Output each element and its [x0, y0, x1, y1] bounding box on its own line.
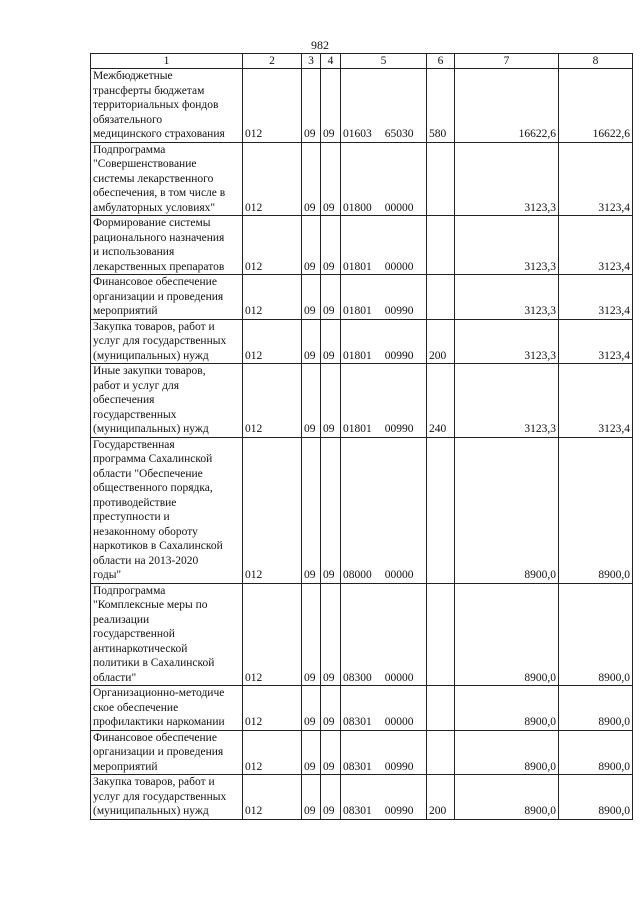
- target-article-direction: 00000: [384, 201, 414, 214]
- header-row: [91, 54, 633, 69]
- table-row: [91, 364, 633, 438]
- table-row: [91, 583, 633, 686]
- row-name-cell: [91, 437, 243, 583]
- section-cell: 09: [302, 319, 321, 364]
- amount-col8-cell: 8900,0: [559, 775, 633, 820]
- amount-col8-cell: 8900,0: [559, 437, 633, 583]
- admin-code-cell: 012: [243, 775, 302, 820]
- subsection-cell: 09: [321, 730, 341, 775]
- target-article-cell: [341, 275, 427, 320]
- expense-type-cell: [427, 142, 455, 216]
- target-article-cell: [341, 319, 427, 364]
- target-article-program: 01801: [343, 305, 372, 317]
- amount-col8-cell: 8900,0: [559, 730, 633, 775]
- amount-col8-cell: 3123,4: [559, 319, 633, 364]
- amount-col8-cell: 3123,4: [559, 216, 633, 275]
- target-article-direction: 00990: [384, 423, 414, 435]
- section-cell: 09: [302, 216, 321, 275]
- amount-col7-cell: 3123,3: [455, 275, 559, 320]
- amount-col7-cell: 8900,0: [455, 730, 559, 775]
- admin-code-cell: 012: [243, 583, 302, 686]
- row-name-text: Закупка товаров, работ и услуг для государственных (муниципальных) нужд: [93, 320, 227, 362]
- target-article-cell: [341, 686, 427, 731]
- subsection-cell: 09: [321, 275, 341, 320]
- budget-table: [90, 53, 633, 820]
- target-article-program: 01801: [343, 349, 372, 362]
- row-name-cell: [91, 319, 243, 364]
- row-name-cell: [91, 686, 243, 731]
- table-row: [91, 142, 633, 216]
- target-article-program: 01801: [343, 423, 372, 435]
- target-article-direction: 00000: [384, 569, 414, 581]
- row-name-cell: [91, 216, 243, 275]
- row-name-cell: [91, 730, 243, 775]
- subsection-cell: 09: [321, 142, 341, 216]
- target-article-program: 08301: [343, 805, 372, 817]
- column-header: 4: [321, 54, 341, 69]
- target-article-cell: [341, 775, 427, 820]
- amount-col7-cell: 3123,3: [455, 364, 559, 438]
- row-name-cell: [91, 142, 243, 216]
- target-article-program: 01800: [343, 201, 372, 214]
- section-cell: 09: [302, 583, 321, 686]
- amount-col7-cell: 3123,3: [455, 142, 559, 216]
- column-header: 6: [427, 54, 455, 69]
- amount-col8-cell: 3123,4: [559, 275, 633, 320]
- amount-col7-cell: 3123,3: [455, 216, 559, 275]
- row-name-text: Межбюджетные трансферты бюджетам территориальных фондов обязательного медицинского страхования: [93, 70, 225, 140]
- target-article-program: 08000: [343, 569, 372, 581]
- subsection-cell: 09: [321, 364, 341, 438]
- target-article-program: 08301: [343, 716, 372, 728]
- target-article-direction: 00000: [384, 716, 414, 728]
- column-header: 1: [91, 54, 243, 69]
- expense-type-cell: [427, 275, 455, 320]
- amount-col8-cell: 3123,4: [559, 364, 633, 438]
- amount-col7-cell: 8900,0: [455, 775, 559, 820]
- row-name-text: Иные закупки товаров, работ и услуг для обеспечения государственных (муниципальных) нужд: [93, 365, 209, 435]
- admin-code-cell: 012: [243, 730, 302, 775]
- amount-col8-cell: 16622,6: [559, 69, 633, 143]
- target-article-cell: [341, 216, 427, 275]
- amount-col7-cell: 8900,0: [455, 583, 559, 686]
- amount-col7-cell: 16622,6: [455, 69, 559, 143]
- table-row: [91, 775, 633, 820]
- section-cell: 09: [302, 69, 321, 143]
- target-article-cell: [341, 437, 427, 583]
- target-article-program: 01801: [343, 260, 372, 273]
- admin-code-cell: 012: [243, 69, 302, 143]
- target-article-cell: [341, 69, 427, 143]
- column-header: 5: [341, 54, 427, 69]
- admin-code-cell: 012: [243, 319, 302, 364]
- amount-col7-cell: 8900,0: [455, 686, 559, 731]
- target-article-direction: 65030: [384, 128, 414, 140]
- table-row: [91, 275, 633, 320]
- row-name-cell: [91, 69, 243, 143]
- admin-code-cell: 012: [243, 437, 302, 583]
- target-article-direction: 00990: [384, 805, 414, 817]
- subsection-cell: 09: [321, 686, 341, 731]
- column-header: 2: [243, 54, 302, 69]
- expense-type-cell: [427, 437, 455, 583]
- row-name-text: Закупка товаров, работ и услуг для государственных (муниципальных) нужд: [93, 776, 227, 817]
- target-article-program: 08301: [343, 760, 372, 773]
- row-name-text: Финансовое обеспечение организации и проведения мероприятий: [93, 276, 224, 317]
- target-article-program: 01603: [343, 128, 372, 140]
- section-cell: 09: [302, 775, 321, 820]
- subsection-cell: 09: [321, 216, 341, 275]
- target-article-cell: [341, 142, 427, 216]
- row-name-text: Организационно-методиче ское обеспечение профилактики наркомании: [93, 687, 225, 728]
- column-header: 8: [559, 54, 633, 69]
- row-name-text: Государственная программа Сахалинской области "Обеспечение общественного порядка, противодействие преступности и незаконному обороту наркотиков в Сахалинской области на 2013-2020 годы": [93, 438, 223, 581]
- table-row: [91, 216, 633, 275]
- target-article-cell: [341, 364, 427, 438]
- section-cell: 09: [302, 730, 321, 775]
- row-name-text: Финансовое обеспечение организации и проведения мероприятий: [93, 731, 224, 773]
- column-header: 3: [302, 54, 321, 69]
- row-name-text: Формирование системы рационального назначения и использования лекарственных препаратов: [93, 217, 225, 273]
- section-cell: 09: [302, 686, 321, 731]
- target-article-direction: 00990: [384, 760, 414, 773]
- amount-col8-cell: 8900,0: [559, 686, 633, 731]
- expense-type-cell: [427, 216, 455, 275]
- expense-type-cell: 200: [427, 775, 455, 820]
- table-row: [91, 69, 633, 143]
- table-row: [91, 730, 633, 775]
- column-header: 7: [455, 54, 559, 69]
- target-article-cell: [341, 583, 427, 686]
- row-name-cell: [91, 364, 243, 438]
- target-article-direction: 00000: [384, 671, 414, 684]
- row-name-cell: [91, 775, 243, 820]
- amount-col8-cell: 3123,4: [559, 142, 633, 216]
- table-row: [91, 319, 633, 364]
- row-name-cell: [91, 275, 243, 320]
- table-row: [91, 437, 633, 583]
- row-name-text: Подпрограмма "Комплексные меры по реализации государственной антинаркотической политики в Сахалинской области": [93, 584, 215, 684]
- section-cell: 09: [302, 437, 321, 583]
- section-cell: 09: [302, 275, 321, 320]
- page-number: 982: [311, 38, 329, 52]
- expense-type-cell: 200: [427, 319, 455, 364]
- target-article-direction: 00990: [384, 305, 414, 317]
- target-article-direction: 00000: [384, 260, 414, 273]
- row-name-text: Подпрограмма "Совершенствование системы лекарственного обеспечения, в том числе в амбулаторных условиях": [93, 143, 226, 214]
- target-article-program: 08300: [343, 671, 372, 684]
- subsection-cell: 09: [321, 775, 341, 820]
- admin-code-cell: 012: [243, 142, 302, 216]
- section-cell: 09: [302, 364, 321, 438]
- expense-type-cell: 580: [427, 69, 455, 143]
- admin-code-cell: 012: [243, 686, 302, 731]
- table-row: [91, 686, 633, 731]
- amount-col7-cell: 3123,3: [455, 319, 559, 364]
- subsection-cell: 09: [321, 69, 341, 143]
- expense-type-cell: 240: [427, 364, 455, 438]
- amount-col7-cell: 8900,0: [455, 437, 559, 583]
- subsection-cell: 09: [321, 437, 341, 583]
- target-article-direction: 00990: [384, 349, 414, 362]
- target-article-cell: [341, 730, 427, 775]
- subsection-cell: 09: [321, 319, 341, 364]
- row-name-cell: [91, 583, 243, 686]
- section-cell: 09: [302, 142, 321, 216]
- admin-code-cell: 012: [243, 275, 302, 320]
- expense-type-cell: [427, 686, 455, 731]
- subsection-cell: 09: [321, 583, 341, 686]
- admin-code-cell: 012: [243, 216, 302, 275]
- admin-code-cell: 012: [243, 364, 302, 438]
- expense-type-cell: [427, 583, 455, 686]
- expense-type-cell: [427, 730, 455, 775]
- amount-col8-cell: 8900,0: [559, 583, 633, 686]
